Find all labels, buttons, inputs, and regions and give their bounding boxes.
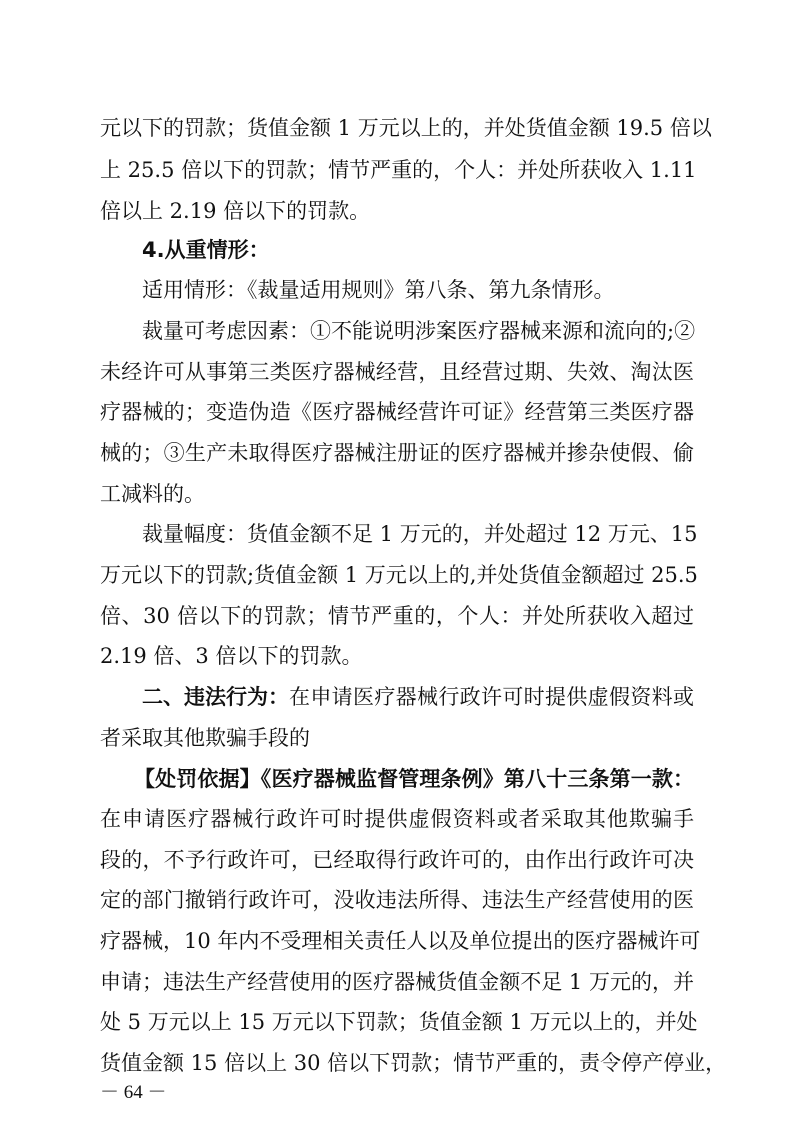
paragraph-line: 定的部门撤销行政许可，没收违法所得、违法生产经营使用的医 xyxy=(100,888,694,912)
paragraph-line: 疗器械的；变造伪造《医疗器械经营许可证》经营第三类医疗器 xyxy=(100,400,694,424)
paragraph-line: 货值金额 15 倍以上 30 倍以下罚款；情节严重的，责令停产停业， xyxy=(100,1051,727,1075)
paragraph-line: 元以下的罚款；货值金额 1 万元以上的，并处货值金额 19.5 倍以 xyxy=(100,116,712,140)
paragraph-line: 2.19 倍、3 倍以下的罚款。 xyxy=(100,644,363,668)
paragraph-line: 处 5 万元以上 15 万元以下罚款；货值金额 1 万元以上的，并处 xyxy=(100,1010,698,1034)
violation-heading-line xyxy=(142,677,694,717)
paragraph-line: 申请；违法生产经营使用的医疗器械货值金额不足 1 万元的，并 xyxy=(100,970,694,994)
paragraph-line: 工减料的。 xyxy=(100,482,205,506)
paragraph-line: 裁量幅度：货值金额不足 1 万元的，并处超过 12 万元、15 xyxy=(142,522,698,546)
paragraph-line: 倍以上 2.19 倍以下的罚款。 xyxy=(100,199,371,223)
paragraph-line: 倍、30 倍以下的罚款；情节严重的，个人：并处所获收入超过 xyxy=(100,604,694,628)
penalty-basis: 【处罚依据】《医疗器械监督管理条例》第八十三条第一款： xyxy=(134,766,694,791)
paragraph-line: 万元以下的罚款;货值金额 1 万元以上的,并处货值金额超过 25.5 xyxy=(100,563,698,587)
paragraph-line: 在申请医疗器械行政许可时提供虚假资料或者采取其他欺骗手 xyxy=(100,807,694,831)
paragraph-line: 段的，不予行政许可，已经取得行政许可的，由作出行政许可决 xyxy=(100,848,694,872)
paragraph-line: 者采取其他欺骗手段的 xyxy=(100,726,310,750)
paragraph-line: 疗器械，10 年内不受理相关责任人以及单位提出的医疗器械许可 xyxy=(100,929,701,953)
paragraph-line: 裁量可考虑因素：①不能说明涉案医疗器械来源和流向的;② xyxy=(142,319,696,343)
paragraph-line: 适用情形：《裁量适用规则》第八条、第九条情形。 xyxy=(142,278,615,302)
paragraph-line: 上 25.5 倍以下的罚款；情节严重的，个人：并处所获收入 1.11 xyxy=(100,158,697,182)
violation-heading-text: 在申请医疗器械行政许可时提供虚假资料或 xyxy=(289,685,694,709)
section-heading: 4.从重情形： xyxy=(142,238,270,262)
violation-heading: 二、违法行为： xyxy=(142,685,289,709)
page-number: － 64 － xyxy=(100,1082,167,1103)
paragraph-line: 未经许可从事第三类医疗器械经营，且经营过期、失效、淘汰医 xyxy=(100,360,694,384)
paragraph-line: 械的；③生产未取得医疗器械注册证的医疗器械并掺杂使假、偷 xyxy=(100,441,694,465)
